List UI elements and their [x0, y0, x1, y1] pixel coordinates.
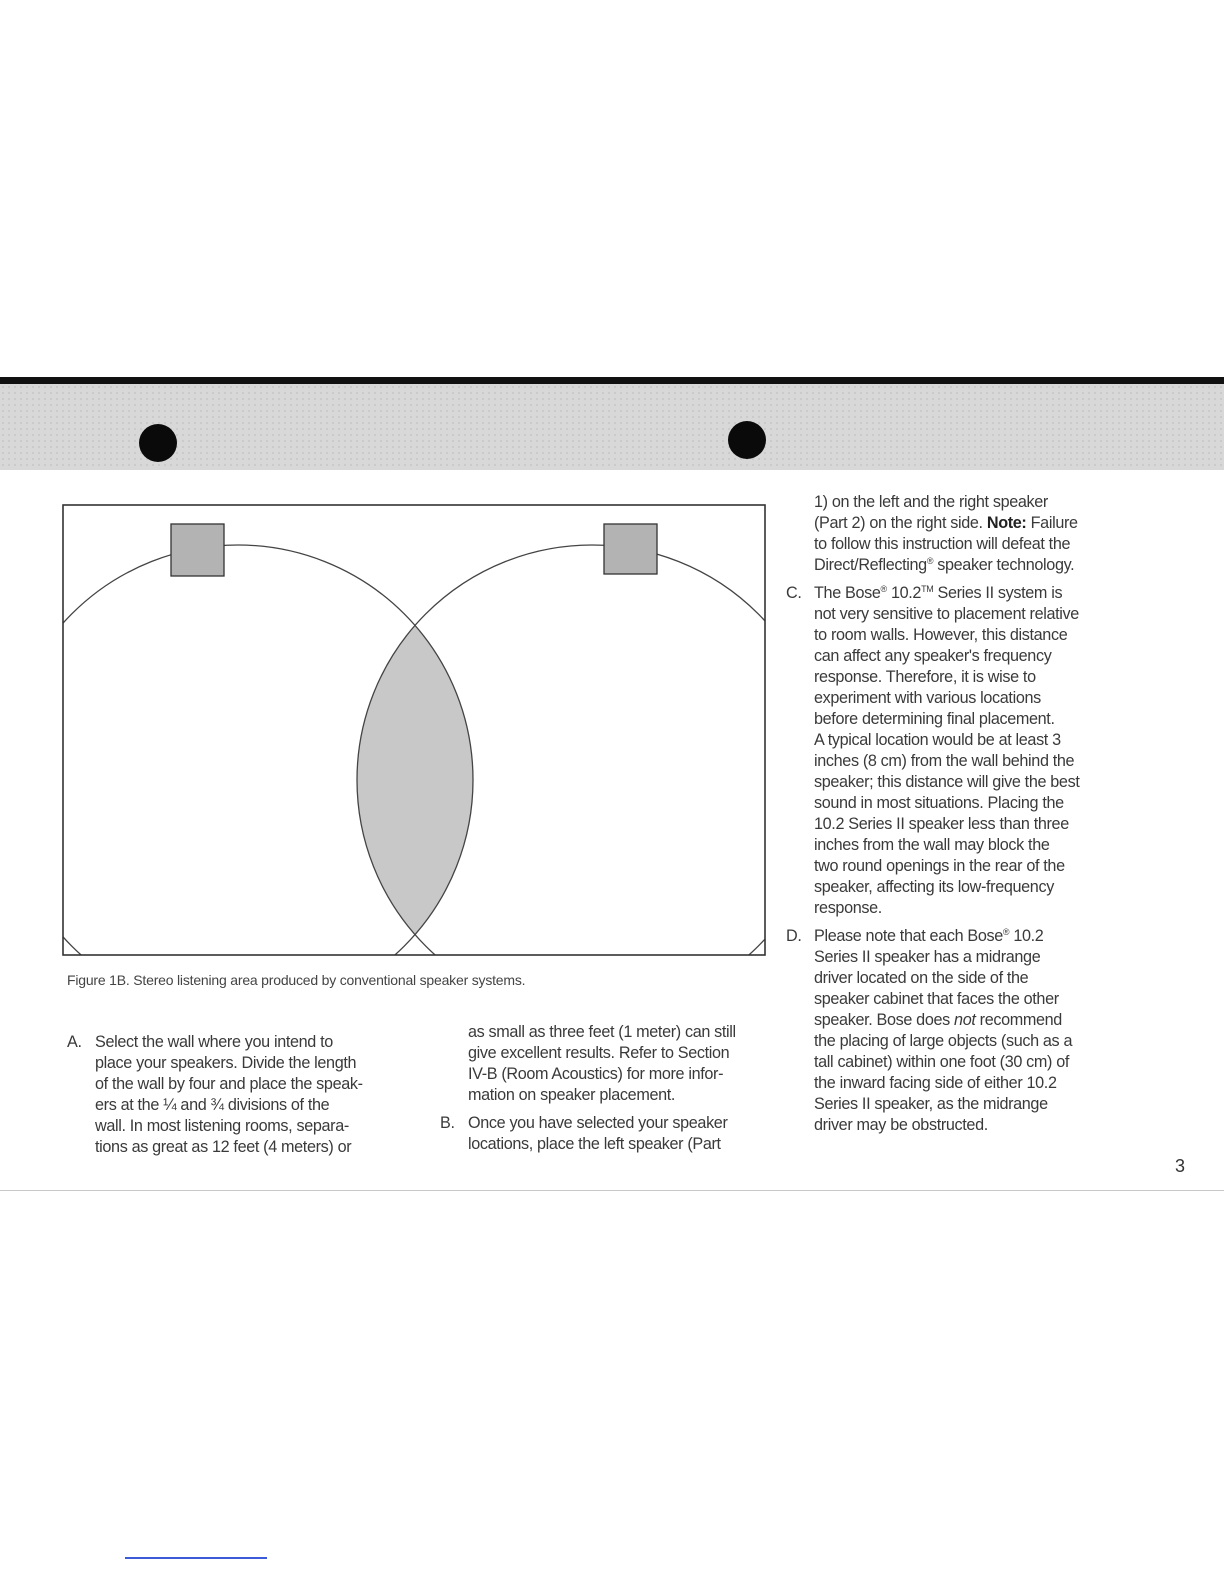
- text-line: tions as great as 12 feet (4 meters) or: [95, 1138, 352, 1156]
- text-line: [814, 513, 1120, 534]
- binding-hole-right: [728, 421, 766, 459]
- text-line: A typical location would be at least 3: [814, 731, 1061, 749]
- text-line: [814, 583, 1120, 604]
- text-run: speaker technology.: [933, 556, 1075, 574]
- text-column-middle: [440, 1022, 770, 1155]
- text-line: not very sensitive to placement relative: [814, 605, 1079, 623]
- trademark-mark: TM: [921, 584, 934, 594]
- text-line: as small as three feet (1 meter) can still: [468, 1023, 736, 1041]
- text-run: Direct/Reflecting: [814, 556, 927, 574]
- text-line: to follow this instruction will defeat the: [814, 535, 1071, 553]
- text-line: two round openings in the rear of the: [814, 857, 1065, 875]
- text-run: recommend: [975, 1011, 1062, 1029]
- list-marker: A.: [67, 1033, 82, 1051]
- text-line: ers at the ¼ and ¾ divisions of the: [95, 1096, 330, 1114]
- text-line: IV-B (Room Acoustics) for more infor-: [468, 1065, 724, 1083]
- text-line: response.: [814, 899, 882, 917]
- list-marker: B.: [440, 1114, 455, 1132]
- text-line: give excellent results. Refer to Section: [468, 1044, 730, 1062]
- emphasis: not: [954, 1011, 976, 1029]
- text-run: The Bose: [814, 584, 881, 602]
- text-run: speaker. Bose does: [814, 1011, 955, 1029]
- text-line: driver located on the side of the: [814, 969, 1029, 987]
- text-line: 10.2 Series II speaker less than three: [814, 815, 1069, 833]
- text-line: of the wall by four and place the speak-: [95, 1075, 363, 1093]
- text-line: Once you have selected your speaker: [468, 1114, 728, 1132]
- list-item-a-continued: [440, 1022, 770, 1106]
- list-item-c: [786, 583, 1120, 919]
- list-item-b: [440, 1113, 770, 1155]
- text-run: Failure: [1026, 514, 1078, 532]
- text-line: mation on speaker placement.: [468, 1086, 676, 1104]
- text-line: speaker cabinet that faces the other: [814, 990, 1059, 1008]
- note-label: Note:: [986, 514, 1027, 532]
- text-run: 10.2: [886, 584, 922, 602]
- text-line: sound in most situations. Placing the: [814, 794, 1064, 812]
- text-line: Series II speaker, as the midrange: [814, 1095, 1048, 1113]
- blue-underline: [125, 1557, 267, 1559]
- registered-mark: ®: [1002, 927, 1010, 937]
- text-line: Series II speaker has a midrange: [814, 948, 1041, 966]
- registered-mark: ®: [880, 584, 887, 594]
- bottom-rule: [0, 1190, 1224, 1191]
- text-run: Please note that each Bose: [814, 927, 1003, 945]
- text-line: inches (8 cm) from the wall behind the: [814, 752, 1075, 770]
- text-line: to room walls. However, this distance: [814, 626, 1068, 644]
- figure-caption: Figure 1B. Stereo listening area produced by conventional speaker systems.: [67, 972, 526, 988]
- text-run: Series II system is: [933, 584, 1063, 602]
- text-line: [814, 555, 1120, 576]
- text-line: experiment with various locations: [814, 689, 1041, 707]
- text-line: driver may be obstructed.: [814, 1116, 988, 1134]
- text-line: [814, 1010, 1120, 1031]
- text-line: inches from the wall may block the: [814, 836, 1050, 854]
- text-line: speaker, affecting its low-frequency: [814, 878, 1054, 896]
- text-line: response. Therefore, it is wise to: [814, 668, 1036, 686]
- text-run: 10.2: [1009, 927, 1044, 945]
- text-line: Select the wall where you intend to: [95, 1033, 333, 1051]
- list-marker: C.: [786, 584, 802, 602]
- text-column-left: [67, 1032, 407, 1158]
- text-line: 1) on the left and the right speaker: [814, 493, 1048, 511]
- text-line: locations, place the left speaker (Part: [468, 1135, 721, 1153]
- overlap-listening-area: [357, 545, 772, 960]
- text-line: place your speakers. Divide the length: [95, 1054, 357, 1072]
- text-line: the placing of large objects (such as a: [814, 1032, 1073, 1050]
- top-black-rule: [0, 377, 1224, 384]
- registered-mark: ®: [926, 556, 934, 566]
- text-line: can affect any speaker's frequency: [814, 647, 1052, 665]
- text-column-right: [786, 492, 1120, 1136]
- page-number: 3: [1175, 1156, 1186, 1176]
- text-line: speaker; this distance will give the best: [814, 773, 1080, 791]
- text-line: wall. In most listening rooms, separa-: [95, 1117, 349, 1135]
- list-marker: D.: [786, 927, 802, 945]
- list-item-b-continued: [786, 492, 1120, 576]
- text-line: [814, 926, 1120, 947]
- text-line: the inward facing side of either 10.2: [814, 1074, 1057, 1092]
- list-item-a: [67, 1032, 407, 1158]
- stereo-listening-area-diagram: [60, 500, 772, 960]
- binding-band: [0, 384, 1224, 470]
- text-run: (Part 2) on the right side.: [814, 514, 987, 532]
- right-speaker: [604, 524, 657, 574]
- binding-hole-left: [139, 424, 177, 462]
- left-speaker: [171, 524, 224, 576]
- text-line: tall cabinet) within one foot (30 cm) of: [814, 1053, 1070, 1071]
- list-item-d: [786, 926, 1120, 1136]
- text-line: before determining final placement.: [814, 710, 1055, 728]
